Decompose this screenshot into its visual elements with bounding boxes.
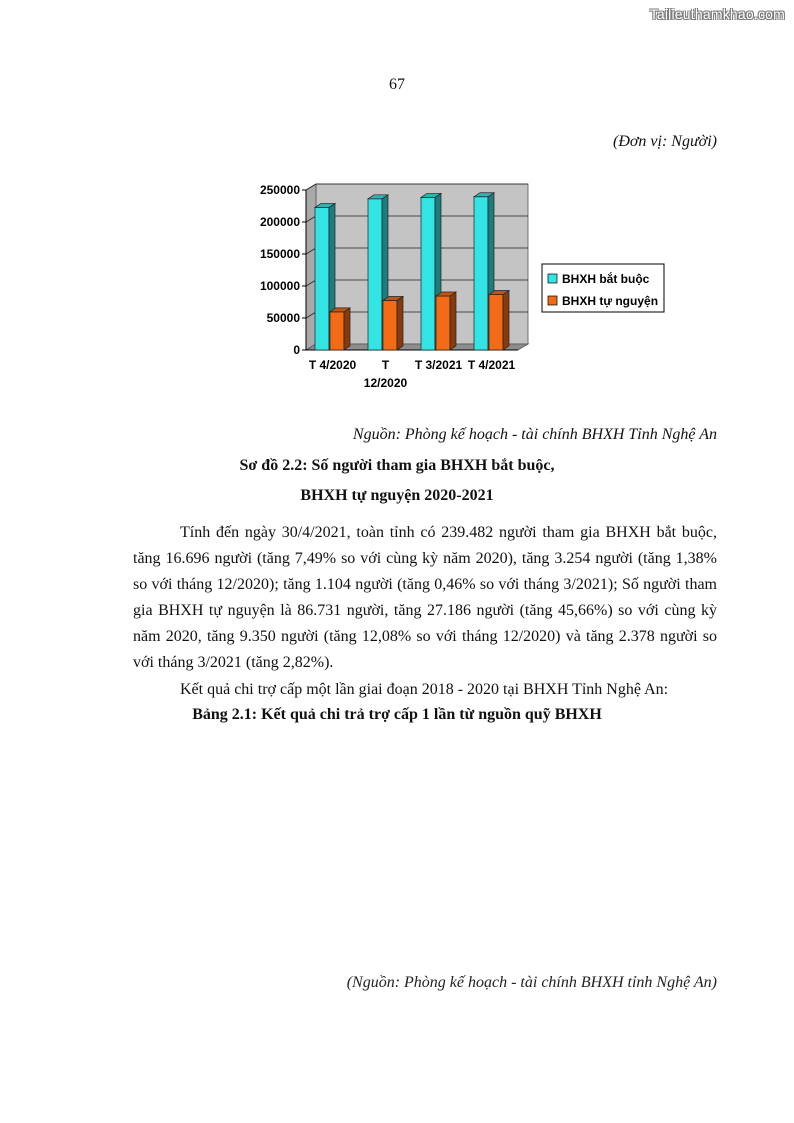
- figure-caption-line2: BHXH tự nguyện 2020-2021: [300, 487, 494, 504]
- bar-front-voluntary: [383, 300, 397, 350]
- chart-side-wall: [306, 184, 316, 350]
- page-number: 67: [389, 76, 405, 93]
- x-tick-label: T 4/2021: [467, 358, 516, 372]
- y-tick-label: 100000: [259, 279, 300, 293]
- bar-side-voluntary: [344, 308, 350, 350]
- legend-label: BHXH tự nguyện: [562, 294, 659, 308]
- participation-bar-chart: [240, 178, 680, 398]
- table-caption: Bảng 2.1: Kết quả chi trả trợ cấp 1 lần từ nguồn quỹ BHXH: [192, 706, 602, 723]
- y-tick-label: 200000: [259, 215, 300, 229]
- y-tick-label: 50000: [266, 311, 300, 325]
- x-tick-label: T 3/2021: [414, 358, 463, 372]
- legend-swatch: [548, 274, 557, 283]
- legend-label: BHXH bắt buộc: [562, 272, 650, 286]
- bar-front-compulsory: [421, 197, 435, 350]
- watermark: Tailieuthamkhao.com: [649, 6, 785, 22]
- bar-front-compulsory: [474, 197, 488, 350]
- legend-swatch: [548, 296, 557, 305]
- bar-side-voluntary: [450, 292, 456, 350]
- bar-front-voluntary: [436, 296, 450, 350]
- figure-source: Nguồn: Phòng kế hoạch - tài chính BHXH Tỉnh Nghệ An: [352, 426, 717, 443]
- bar-side-voluntary: [503, 290, 509, 350]
- paragraph-lump-sum: Kết quả chi trợ cấp một lần giai đoạn 2018 - 2020 tại BHXH Tỉnh Nghệ An:: [180, 681, 669, 698]
- bar-front-voluntary: [330, 312, 344, 350]
- unit-note: (Đơn vị: Người): [612, 133, 717, 150]
- bar-side-voluntary: [397, 296, 403, 350]
- y-tick-label: 0: [293, 343, 300, 357]
- table-source: (Nguồn: Phòng kế hoạch - tài chính BHXH tỉnh Nghệ An): [346, 974, 717, 991]
- x-tick-label: T 4/2020: [308, 358, 357, 372]
- bar-front-compulsory: [368, 199, 382, 350]
- bar-front-voluntary: [489, 294, 503, 350]
- figure-caption-line1: Sơ đồ 2.2: Số người tham gia BHXH bắt buộc,: [239, 457, 555, 474]
- x-tick-label: 12/2020: [363, 376, 408, 390]
- y-tick-label: 250000: [259, 183, 300, 197]
- x-tick-label: T: [381, 358, 390, 372]
- y-tick-label: 150000: [259, 247, 300, 261]
- bar-front-compulsory: [315, 207, 329, 350]
- paragraph-participants: Tính đến ngày 30/4/2021, toàn tỉnh có 239.482 người tham gia BHXH bắt buộc, tăng 16.696 người (tăng 7,49% so với cùng kỳ năm 2020), tăng 3.254 người (tăng 1,38% so với tháng 12/2020); tăng 1.104 người (tăng 0,46% so với tháng 3/2021); Số người tham gia BHXH tự nguyện là 86.731 người, tăng 27.186 người (tăng 45,66%) so với cùng kỳ năm 2020, tăng 9.350 người (tăng 12,08% so với tháng 12/2020) và tăng 2.378 người so với tháng 3/2021 (tăng 2,82%).: [133, 524, 717, 671]
